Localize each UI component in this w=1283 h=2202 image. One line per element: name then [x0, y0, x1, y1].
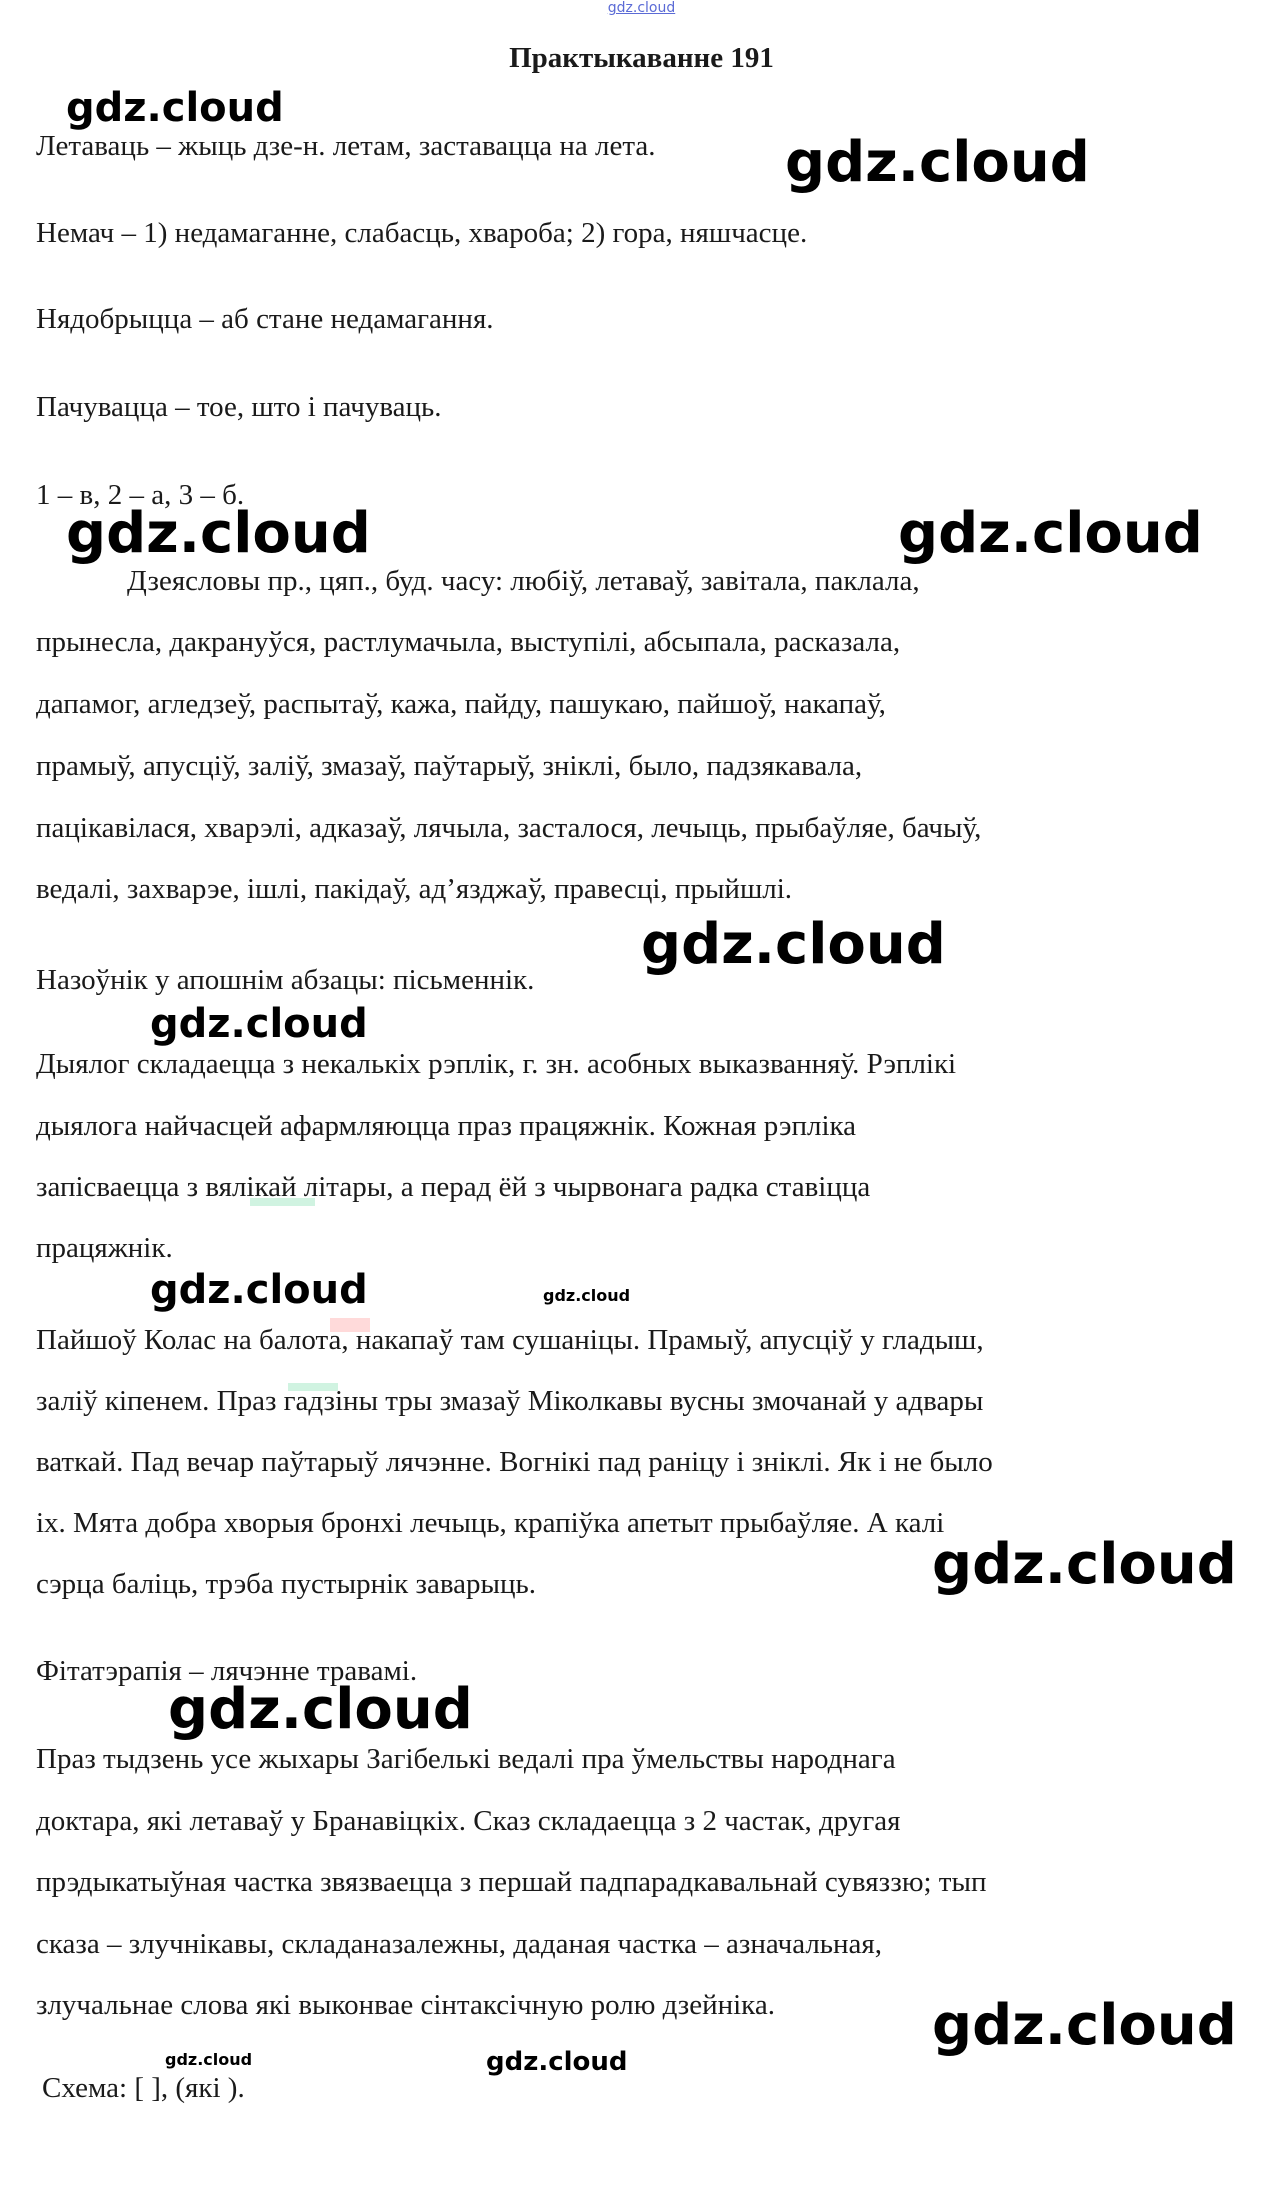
- watermark: gdz.cloud: [168, 1677, 473, 1742]
- text-line: Праз тыдзень усе жыхары Загібелькі ведалі пра ўмельствы народнага: [36, 1743, 896, 1775]
- text-line: доктара, які летаваў у Бранавіцкіх. Сказ складаецца з 2 частак, другая: [36, 1805, 901, 1837]
- text-line: працяжнік.: [36, 1232, 173, 1264]
- text-line: Пайшоў Колас на балота, накапаў там сушаніцы. Прамыў, апусціў у гладыш,: [36, 1324, 984, 1356]
- text-line: 1 – в, 2 – а, 3 – б.: [36, 479, 245, 511]
- text-line: Дыялог складаецца з некалькіх рэплік, г. зн. асобных выказванняў. Рэплікі: [36, 1048, 957, 1080]
- watermark: gdz.cloud: [785, 130, 1090, 195]
- source-link[interactable]: gdz.cloud: [607, 0, 676, 16]
- text-line: Пачувацца – тое, што і пачуваць.: [36, 391, 442, 423]
- text-line: ваткай. Пад вечар паўтарыў лячэнне. Вогнікі пад раніцу і зніклі. Як і не было: [36, 1446, 993, 1478]
- watermark: gdz.cloud: [150, 1001, 368, 1047]
- watermark: gdz.cloud: [66, 85, 284, 131]
- highlight-mark: [288, 1383, 338, 1391]
- highlight-mark: [330, 1318, 370, 1332]
- text-line: дапамог, агледзеў, распытаў, кажа, пайду, пашукаю, пайшоў, накапаў,: [36, 688, 886, 720]
- watermark: gdz.cloud: [932, 1532, 1237, 1597]
- watermark: gdz.cloud: [150, 1267, 368, 1313]
- watermark: gdz.cloud: [898, 501, 1203, 566]
- text-line: Немач – 1) недамаганне, слабасць, хвароба; 2) гора, няшчасце.: [36, 217, 808, 249]
- text-line: сказа – злучнікавы, складаназалежны, даданая частка – азначальная,: [36, 1928, 882, 1960]
- text-line: пацікавілася, хварэлі, адказаў, лячыла, засталося, лечыць, прыбаўляе, бачыў,: [36, 812, 982, 844]
- text-line: іх. Мята добра хворыя бронхі лечыць, крапіўка апетыт прыбаўляе. А калі: [36, 1507, 945, 1539]
- watermark: gdz.cloud: [165, 2050, 253, 2069]
- highlight-mark: [250, 1198, 315, 1206]
- page-title: Практыкаванне 191: [509, 42, 774, 74]
- watermark: gdz.cloud: [932, 1993, 1237, 2058]
- text-line: Дзеясловы пр., цяп., буд. часу: любіў, летаваў, завітала, паклала,: [127, 565, 920, 597]
- watermark: gdz.cloud: [486, 2047, 628, 2077]
- text-line: ведалі, захварэе, ішлі, пакідаў, ад’язджаў, правесці, прыйшлі.: [36, 873, 793, 905]
- text-line: Назоўнік у апошнім абзацы: пісьменнік.: [36, 964, 535, 996]
- text-line: Нядобрыцца – аб стане недамагання.: [36, 303, 494, 335]
- text-line: прамыў, апусціў, заліў, змазаў, паўтарыў, зніклі, было, падзякавала,: [36, 750, 863, 782]
- watermark: gdz.cloud: [66, 501, 371, 566]
- scheme-line: Схема: [ ], (які ).: [42, 2072, 245, 2104]
- text-line: прынесла, дакрануўся, растлумачыла, выступілі, абсыпала, расказала,: [36, 626, 901, 658]
- text-line: Летаваць – жыць дзе-н. летам, заставацца на лета.: [36, 130, 656, 162]
- text-line: дыялога найчасцей афармляюцца праз працяжнік. Кожная рэпліка: [36, 1110, 857, 1142]
- text-line: прэдыкатыўная частка звязваецца з першай падпарадкавальнай сувяззю; тып: [36, 1866, 987, 1898]
- watermark: gdz.cloud: [543, 1286, 631, 1305]
- text-line: злучальнае слова які выконвае сінтаксічную ролю дзейніка.: [36, 1989, 775, 2021]
- watermark: gdz.cloud: [641, 912, 946, 977]
- text-line: Фітатэрапія – лячэнне травамі.: [36, 1655, 418, 1687]
- text-line: сэрца баліць, трэба пустырнік заварыць.: [36, 1568, 536, 1600]
- text-line: заліў кіпенем. Праз гадзіны тры змазаў Міколкавы вусны змочанай у адвары: [36, 1385, 984, 1417]
- text-line: запісваецца з вялікай літары, а перад ёй з чырвонага радка ставіцца: [36, 1171, 871, 1203]
